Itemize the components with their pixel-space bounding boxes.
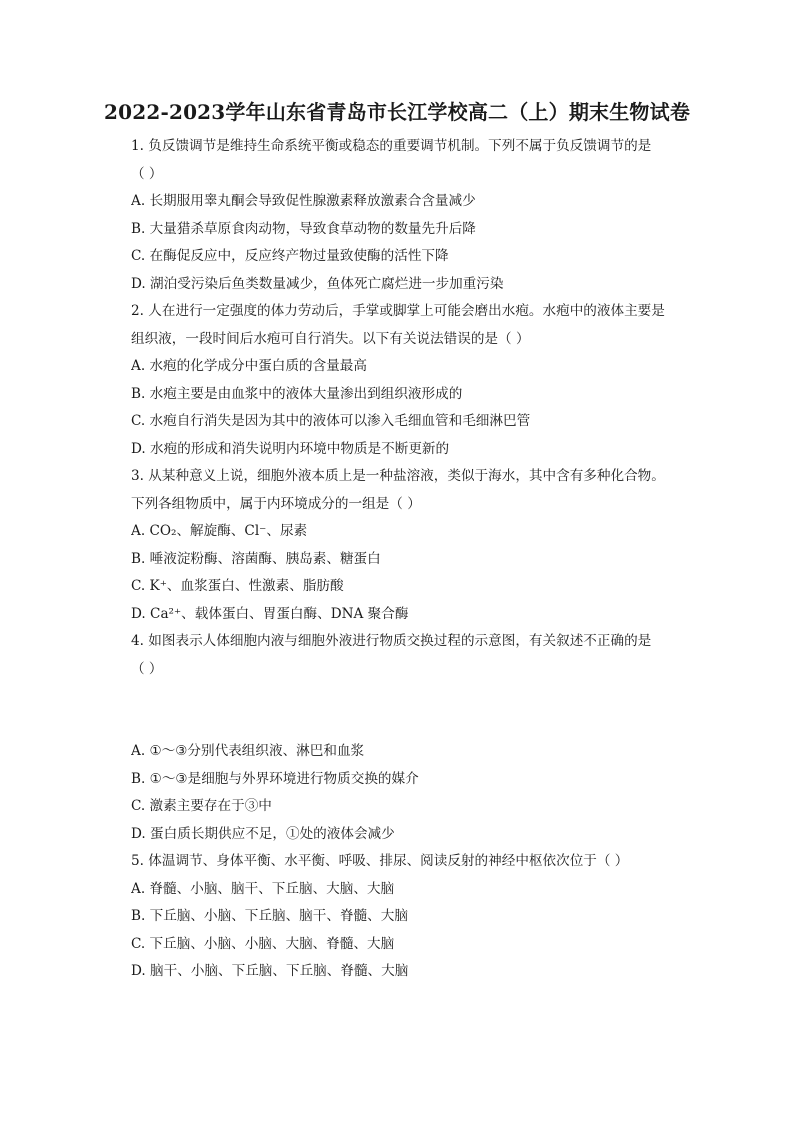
question-1-stem-line-1: 1. 负反馈调节是维持生命系统平衡或稳态的重要调节机制。下列不属于负反馈调节的是: [131, 138, 652, 154]
question-2-option-b: B. 水疱主要是由血浆中的液体大量渗出到组织液形成的: [131, 385, 463, 402]
question-1: [131, 133, 691, 298]
question-3-option-b: B. 唾液淀粉酶、溶菌酶、胰岛素、糖蛋白: [131, 550, 381, 567]
question-4-option-b: B. ①～③是细胞与外界环境进行物质交换的媒介: [131, 770, 419, 787]
question-5: [131, 848, 691, 986]
question-4-stem-line-2: （ ）: [131, 660, 163, 677]
question-1-stem-line-2: （ ）: [131, 165, 163, 182]
question-1-option-a: A. 长期服用睾丸酮会导致促性腺激素释放激素合含量减少: [131, 193, 476, 209]
question-4-stem-line-1: 4. 如图表示人体细胞内液与细胞外液进行物质交换过程的示意图，有关叙述不正确的是: [131, 633, 652, 649]
question-2-option-c: C. 水疱自行消失是因为其中的液体可以渗入毛细血管和毛细淋巴管: [131, 413, 531, 429]
figure-placeholder: [131, 683, 691, 738]
question-2-stem-line-2: 组织液，一段时间后水疱可自行消失。以下有关说法错误的是（ ）: [131, 330, 530, 347]
question-3-stem-line-2: 下列各组物质中，属于内环境成分的一组是（ ）: [131, 495, 421, 512]
question-4: [131, 628, 691, 848]
question-1-option-c: C. 在酶促反应中，反应终产物过量致使酶的活性下降: [131, 248, 449, 264]
question-3-option-d: D. Ca²⁺、载体蛋白、胃蛋白酶、DNA 聚合酶: [131, 605, 409, 622]
question-2-option-d: D. 水疱的形成和消失说明内环境中物质是不断更新的: [131, 440, 450, 457]
exam-title: 2022-2023学年山东省青岛市长江学校高二（上）期末生物试卷: [103, 100, 691, 124]
question-1-option-b: B. 大量猎杀草原食肉动物，导致食草动物的数量先升后降: [131, 220, 476, 237]
question-2: [131, 298, 691, 463]
question-1-option-d: D. 湖泊受污染后鱼类数量减少，鱼体死亡腐烂进一步加重污染: [131, 275, 504, 292]
question-5-option-c: C. 下丘脑、小脑、小脑、大脑、脊髓、大脑: [131, 935, 395, 952]
question-5-option-b: B. 下丘脑、小脑、下丘脑、脑干、脊髓、大脑: [131, 908, 408, 924]
question-4-option-d: D. 蛋白质长期供应不足，①处的液体会减少: [131, 825, 395, 842]
question-5-option-a: A. 脊髓、小脑、脑干、下丘脑、大脑、大脑: [131, 880, 395, 897]
question-5-option-d: D. 脑干、小脑、下丘脑、下丘脑、脊髓、大脑: [131, 963, 409, 979]
question-4-option-c: C. 激素主要存在于③中: [131, 798, 272, 814]
question-3-option-a: A. CO₂、解旋酶、Cl⁻、尿素: [131, 523, 308, 539]
question-3: [131, 463, 691, 628]
question-2-option-a: A. 水疱的化学成分中蛋白质的含量最高: [131, 358, 367, 374]
question-list: [131, 133, 691, 986]
question-3-stem-line-1: 3. 从某种意义上说，细胞外液本质上是一种盐溶液，类似于海水，其中含有多种化合物。: [131, 468, 665, 484]
question-5-stem-line-1: 5. 体温调节、身体平衡、水平衡、呼吸、排尿、阅读反射的神经中枢依次位于（ ）: [131, 853, 629, 869]
question-2-stem-line-1: 2. 人在进行一定强度的体力劳动后，手掌或脚掌上可能会磨出水疱。水疱中的液体主要是: [131, 303, 665, 319]
question-3-option-c: C. K⁺、血浆蛋白、性激素、脂肪酸: [131, 578, 344, 594]
question-4-option-a: A. ①～③分别代表组织液、淋巴和血浆: [131, 743, 365, 759]
